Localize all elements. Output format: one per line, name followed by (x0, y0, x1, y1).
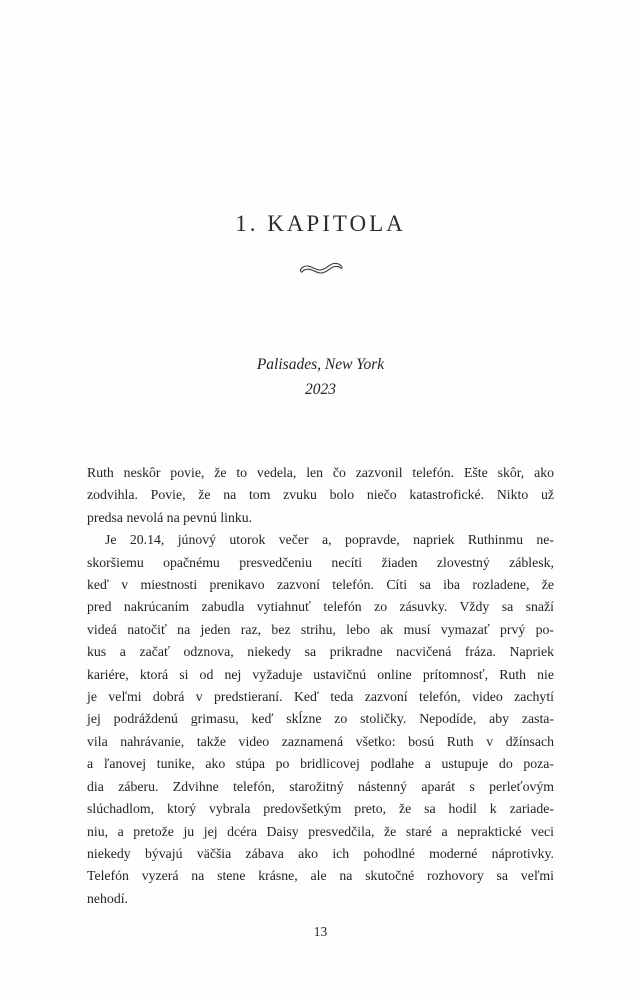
text-line: zodvihla. Povie, že na tom zvuku bolo niečo katastrofické. Nikto už (87, 487, 554, 503)
scene-location: Palisades, New York (256, 356, 385, 373)
text-line: Je 20.14, júnový utorok večer a, popravde, napriek Ruthinmu ne- (105, 532, 554, 548)
text-line: predsa nevolá na pevnú linku. (87, 509, 253, 525)
scene-year: 2023 (305, 381, 336, 398)
text-line: kariére, ktorá si od nej vyžaduje ustavičnú online prítomnosť, Ruth nie (87, 666, 554, 682)
text-line: je veľmi dobrá v predstieraní. Keď teda zazvoní telefón, video zachytí (87, 689, 554, 705)
swash-tilde-ornament-icon (0, 257, 641, 277)
text-line: niekedy bývajú väčšia zábava ako ich pohodlné moderné náprotivky. (87, 845, 554, 861)
text-line: vila nahrávanie, takže video zaznamená všetko: bosú Ruth v džínsach (87, 733, 554, 749)
text-line: niu, a pretože ju jej dcéra Daisy presvedčila, že staré a nepraktické veci (87, 823, 554, 839)
text-line: videá natočiť na jeden raz, bez strihu, lebo ak musí vymazať prvý po- (87, 621, 554, 637)
text-line: dia záberu. Zdvihne telefón, starožitný nástenný aparát s perleťovým (87, 778, 554, 794)
text-line: kus a začať odznova, niekedy sa prikradne nacvičená fráza. Napriek (87, 644, 554, 660)
text-line: slúchadlom, ktorý vybrala predovšetkým preto, že sa hodil k zariade- (87, 801, 554, 817)
text-line: Telefón vyzerá na stene krásne, ale na skutočné rozhovory sa veľmi (87, 868, 554, 884)
paragraph (87, 529, 554, 910)
text-line: jej podráždenú grimasu, keď skĺzne zo stoličky. Nepodíde, aby zasta- (87, 711, 554, 727)
text-line: pred nakrúcaním zabudla vytiahnuť telefón zo zásuvky. Vždy sa snaží (87, 599, 554, 615)
text-line: Ruth neskôr povie, že to vedela, len čo zazvonil telefón. Ešte skôr, ako (87, 465, 554, 480)
body-text (87, 462, 554, 910)
scene-dateline (0, 352, 641, 402)
chapter-title: 1. KAPITOLA (235, 211, 406, 236)
text-line: keď v miestnosti prenikavo zazvoní telefón. Cíti sa iba rozladene, že (87, 577, 554, 593)
paragraph (87, 462, 554, 529)
text-line: nehodí. (87, 890, 128, 906)
text-line: skoršiemu opačnému presvedčeniu necíti žiaden zlovestný záblesk, (87, 554, 554, 570)
text-line: a ľanovej tunike, ako stúpa po bridlicovej podlahe a ustupuje do poza- (87, 756, 554, 772)
page-number: 13 (313, 924, 328, 939)
